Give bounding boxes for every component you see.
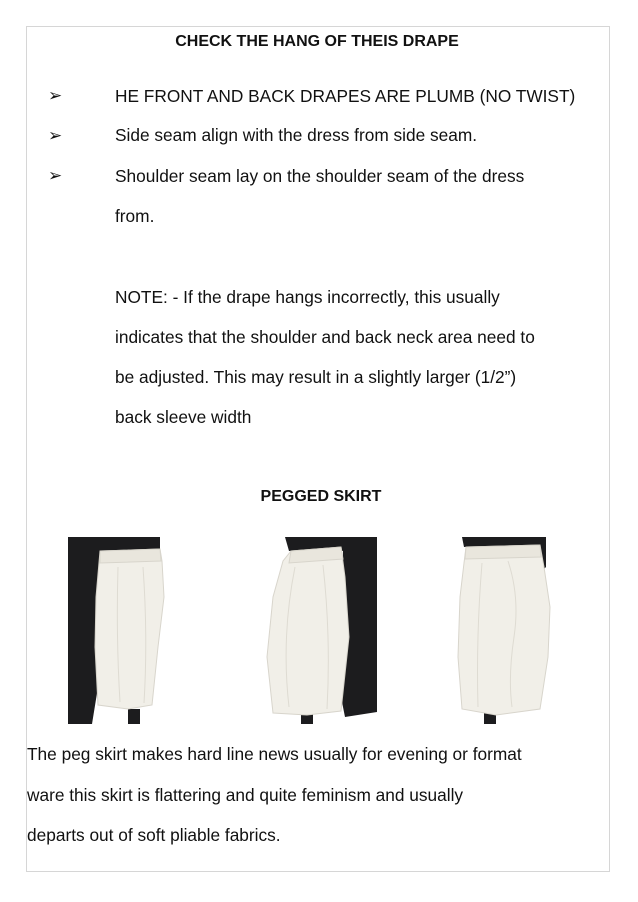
bullet-text-1: HE FRONT AND BACK DRAPES ARE PLUMB (NO TWIST): [115, 86, 576, 106]
skirt-back-image: [416, 537, 556, 724]
skirt-front-photo: [237, 537, 377, 724]
note-line-3: be adjusted. This may result in a slightly larger (1/2”): [115, 367, 517, 387]
bullet-arrow-icon: ➢: [48, 126, 63, 145]
section-heading: [0, 488, 638, 506]
page-title: [0, 33, 638, 51]
skirt-side-image: [68, 537, 207, 724]
bullet-arrow-icon: ➢: [48, 86, 63, 105]
bullet-text-2: Side seam align with the dress from side seam.: [115, 125, 478, 145]
note-line-2: indicates that the shoulder and back neck area need to: [115, 327, 535, 347]
bullet-text-3-cont: from.: [115, 206, 155, 226]
skirt-side-photo: [68, 537, 207, 724]
description-line-3: departs out of soft pliable fabrics.: [27, 825, 281, 845]
bullet-text-3: Shoulder seam lay on the shoulder seam of the dress: [115, 166, 525, 186]
bullet-arrow-icon: ➢: [48, 166, 63, 185]
page-title-text: CHECK THE HANG OF THEIS DRAPE: [175, 33, 459, 50]
note-line-1: NOTE: - If the drape hangs incorrectly, this usually: [115, 287, 500, 307]
section-heading-text: PEGGED SKIRT: [260, 488, 382, 505]
note-line-4: back sleeve width: [115, 407, 252, 427]
description-line-2: ware this skirt is flattering and quite feminism and usually: [27, 785, 464, 805]
description-line-1: The peg skirt makes hard line news usually for evening or format: [27, 744, 522, 764]
skirt-front-image: [237, 537, 377, 724]
skirt-back-photo: [416, 537, 556, 724]
